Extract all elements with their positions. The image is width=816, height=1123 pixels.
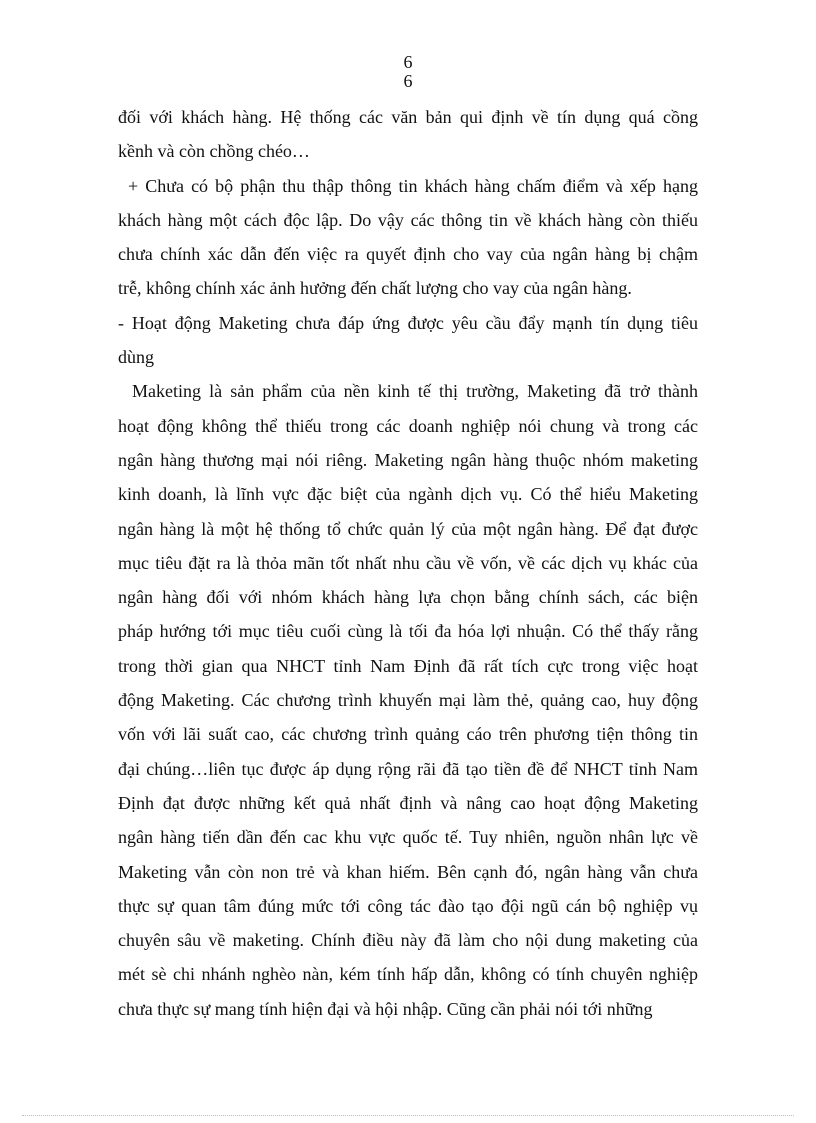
- text-line: ngân hàng là một hệ thống tổ chức quản lý của một ngân hàng. Để đạt được: [118, 518, 698, 539]
- text-line: mét sè chi nhánh nghèo nàn, kém tính hấp dẫn, không có tính chuyên nghiệp: [118, 964, 698, 985]
- text-line: dùng: [118, 347, 154, 368]
- text-line: Định đạt được những kết quả nhất định và nâng cao hoạt động Maketing: [118, 792, 698, 813]
- text-line: trễ, không chính xác ảnh hưởng đến chất lượng cho vay của ngân hàng.: [118, 278, 632, 299]
- text-line: Maketing vẫn còn non trẻ và khan hiếm. Bên cạnh đó, ngân hàng vẫn chưa: [118, 861, 698, 882]
- text-line: ngân hàng thương mại nói riêng. Maketing ngân hàng thuộc nhóm maketing: [118, 449, 698, 470]
- text-line: hoạt động không thể thiếu trong các doanh nghiệp nói chung và trong các: [118, 415, 698, 436]
- text-line: kinh doanh, là lĩnh vực đặc biệt của ngành dịch vụ. Có thể hiểu Maketing: [118, 484, 698, 505]
- footer-divider: [22, 1115, 794, 1116]
- text-line: trong thời gian qua NHCT tỉnh Nam Định đã rất tích cực trong việc hoạt: [118, 655, 698, 676]
- text-line: đối với khách hàng. Hệ thống các văn bản qui định về tín dụng quá cồng: [118, 107, 698, 127]
- text-line: đại chúng…liên tục được áp dụng rộng rãi đã tạo tiền đề để NHCT tỉnh Nam: [118, 758, 698, 779]
- text-line: vốn với lãi suất cao, các chương trình quảng cáo trên phương tiện thông tin: [118, 724, 698, 745]
- text-line: ngân hàng tiến dần đến cac khu vực quốc tế. Tuy nhiên, nguồn nhân lực về: [118, 827, 698, 848]
- text-line: thực sự quan tâm đúng mức tới công tác đào tạo đội ngũ cán bộ nghiệp vụ: [118, 895, 698, 916]
- text-line: Maketing là sản phẩm của nền kinh tế thị trường, Maketing đã trở thành: [132, 381, 698, 402]
- text-line: mục tiêu đặt ra là thỏa mãn tốt nhất nhu cầu về vốn, về các dịch vụ khác của: [118, 552, 698, 573]
- page-number: 6: [403, 52, 413, 72]
- text-line: + Chưa có bộ phận thu thập thông tin khách hàng chấm điểm và xếp hạng: [128, 175, 698, 196]
- text-line: động Maketing. Các chương trình khuyến mại làm thẻ, quảng cao, huy động: [118, 690, 698, 711]
- text-line: chuyên sâu về maketing. Chính điều này đã làm cho nội dung maketing của: [118, 930, 698, 951]
- text-line: khách hàng một cách độc lập. Do vậy các thông tin về khách hàng còn thiếu: [118, 209, 698, 230]
- text-line: chưa chính xác dẫn đến việc ra quyết định cho vay của ngân hàng bị chậm: [118, 244, 698, 265]
- text-line: chưa thực sự mang tính hiện đại và hội nhập. Cũng cần phải nói tới những: [118, 998, 653, 1019]
- text-line: ngân hàng đối với nhóm khách hàng lựa chọn bằng chính sách, các biện: [118, 587, 698, 608]
- text-line: kềnh và còn chồng chéo…: [118, 141, 310, 162]
- text-line: pháp hướng tới mục tiêu cuối cùng là tối đa hóa lợi nhuận. Có thể thấy rằng: [118, 621, 698, 642]
- document-body: [118, 100, 698, 1026]
- text-line: - Hoạt động Maketing chưa đáp ứng được yêu cầu đẩy mạnh tín dụng tiêu: [118, 312, 698, 333]
- page-number-repeat: 6: [403, 71, 413, 91]
